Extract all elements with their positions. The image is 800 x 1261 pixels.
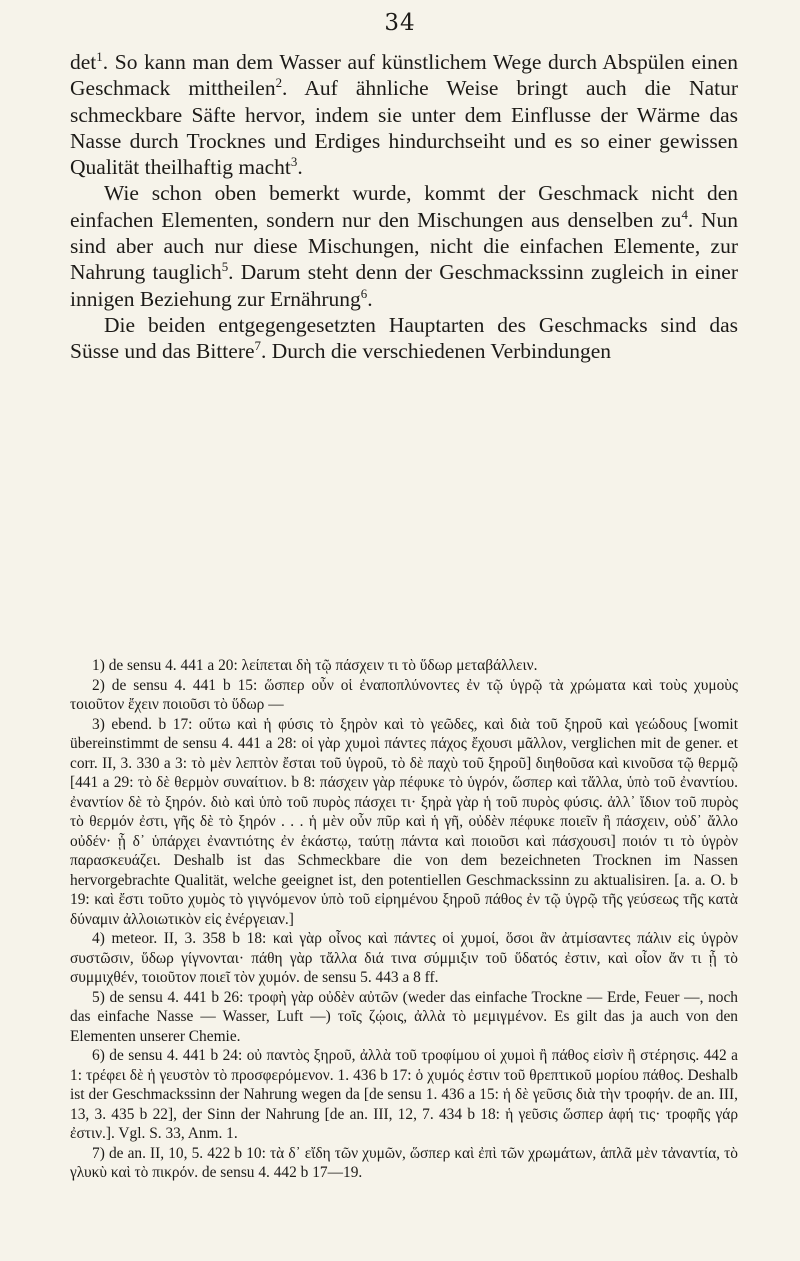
footnote-ref[interactable]: 3: [290, 155, 298, 170]
footnote-label: 5): [92, 988, 105, 1006]
page-number: 34: [384, 10, 416, 36]
footnote-label: 4): [92, 930, 105, 947]
footnote: [70, 676, 738, 715]
footnotes: [70, 656, 738, 1183]
footnote-ref[interactable]: 2: [275, 76, 283, 91]
footnote: [70, 988, 738, 1047]
footnote: [70, 1144, 738, 1183]
footnote-text: ebend. b 17: οὕτω καὶ ἡ φύσις τὸ ξηρὸν καὶ τὸ γεῶδες, καὶ διὰ τοῦ ξηροῦ καὶ γεώδους [womit übereinstimmt de sensu 4. 441 a 28: οἱ γὰρ χυμοὶ πάντες πάχος ἔχουσι μᾶλλον, verglichen mit de gener. et corr. II, 3. 330 a 3: τὸ μὲν λεπτὸν ἔσται τοῦ ὑγροῦ, τὸ δὲ παχὺ τοῦ ξηροῦ] διηθοῦσα καὶ κινοῦσα τῷ θερμῷ [441 a 29: τὸ δὲ θερμὸν συναίτιον. b 8: πάσχειν γὰρ πέφυκε τὸ ὑγρόν, ὥσπερ καὶ τἄλλα, ὑπὸ τοῦ ἐναντίου. ἐναντίον δὲ τὸ ξηρόν. διὸ καὶ ὑπὸ τοῦ πυρὸς πάσχει τι· ξηρὰ γὰρ ἡ τοῦ πυρὸς φύσις. ἀλλ᾽ ἴδιον τοῦ πυρὸς τὸ θερμόν ἐστι, γῆς δὲ τὸ ξηρόν . . . ἡ μὲν οὖν πῦρ καὶ ἡ γῆ, οὐδὲν πέφυκε ποιεῖν ἢ πάσχειν, οὐδ᾽ ἄλλο οὐδέν· ᾗ δ᾽ ὑπάρχει ἐναντιότης ἐν ἑκάστῳ, ταύτῃ πάντα καὶ ποιοῦσι καὶ πάσχουσι] ποιόν τι τὸ ὑγρὸν παρασκευάζει. Deshalb ist das Schmeckbare die von dem bezeichneten Trocknen im Nassen hervorgebrachte Qualität, welche geeignet ist, den potentiellen Geschmackssinn zu aktualisiren. [a. a. O. b 19: καὶ ἔστι τοῦτο χυμὸς τὸ γιγνόμενον ὑπὸ τοῦ εἰρημένου ξηροῦ πάθος ἐν τῷ ὑγρῷ τῆς γεύσεως τῆς κατὰ δύναμιν ἀλλοιωτικὸν εἰς ἐνέργειαν.]: [70, 715, 738, 928]
footnote-text: de sensu 4. 441 b 26: τροφὴ γὰρ οὐδὲν αὐτῶν (weder das einfache Trockne — Erde, Feuer —, noch das einfache Nasse — Wasser, Luft —) τοῖς ζῴοις, ἀλλὰ τὸ μεμιγμένον. Es gilt das ja auch von den Elementen unserer Chemie.: [70, 988, 738, 1045]
footnote-ref[interactable]: 1: [96, 49, 103, 64]
footnote-label: 3): [92, 715, 105, 733]
footnote-ref[interactable]: 6: [360, 286, 368, 301]
footnote-text: de sensu 4. 441 b 15: ὥσπερ οὖν οἱ ἐναποπλύνοντες ἐν τῷ ὑγρῷ τὰ χρώματα καὶ τοὺς χυμοὺς τοιοῦτον ἔχειν ποιοῦσι τὸ ὕδωρ —: [70, 676, 738, 713]
footnote-ref[interactable]: 4: [681, 207, 688, 222]
footnote-label: 7): [92, 1144, 105, 1162]
footnote: [70, 1046, 738, 1144]
footnote-text: meteor. II, 3. 358 b 18: καὶ γὰρ οἶνος καὶ πάντες οἱ χυμοί, ὅσοι ἂν ἀτμίσαντες πάλιν εἰς ὑγρὸν συστῶσιν, ὕδωρ γίγνονται· πάθη γὰρ τἄλλα διά τινα σύμμιξιν τοῦ ὕδατός ἐστιν, καὶ οἷον ἄν τι ᾖ τὸ συμμιχθέν, τοιοῦτον ποιεῖ τὸν χυμόν. de sensu 5. 443 a 8 ff.: [70, 930, 738, 986]
footnote-ref[interactable]: 7: [254, 339, 261, 354]
footnote-label: 1): [92, 657, 105, 674]
paragraph: Die beiden entgegengesetzten Hauptarten des Geschmacks sind das Süsse und das Bittere$^7$. Durch die verschiedenen Verbindungen: [70, 312, 738, 364]
footnote: [70, 656, 738, 676]
paragraph: Wie schon oben bemerkt wurde, kommt der Geschmack nicht den einfachen Elementen, sondern nur den Mischungen aus denselben $zu^4$. Nun sind aber auch nur diese Mischungen, nicht die einfachen Elemente, zur Nahrung tauglich$^5$. Darum steht denn der Geschmackssinn zugleich in einer innigen Beziehung zur Ernährung$^6$.: [70, 181, 738, 311]
footnote-label: 2): [92, 676, 105, 694]
footnote-text: de an. II, 10, 5. 422 b 10: τὰ δ᾽ εἴδη τῶν χυμῶν, ὥσπερ καὶ ἐπὶ τῶν χρωμάτων, ἁπλᾶ μὲν τἀναντία, τὸ γλυκὺ καὶ τὸ πικρόν. de sensu 4. 442 b 17—19.: [70, 1144, 738, 1181]
footnote-ref[interactable]: 5: [221, 260, 229, 275]
main-text: [70, 49, 738, 365]
footnote-label: 6): [92, 1047, 105, 1064]
paragraph: $\det^1$. So kann man dem Wasser auf künstlichem Wege durch Abspülen einen Geschmack mittheilen$^2$. Auf ähnliche Weise bringt auch die Natur schmeckbare Säfte hervor, indem sie unter dem Einflusse der Wärme das Nasse durch Trocknes und Erdiges hindurchseiht und es so einer gewissen Qualität theilhaftig macht$^3$.: [70, 49, 739, 180]
footnote-text: de sensu 4. 441 a 20: λείπεται δὴ τῷ πάσχειν τι τὸ ὕδωρ μεταβάλλειν.: [108, 657, 538, 674]
footnote-text: de sensu 4. 441 b 24: οὐ παντὸς ξηροῦ, ἀλλὰ τοῦ τροφίμου οἱ χυμοὶ ἢ πάθος εἰσὶν ἢ στέρησις. 442 a 1: τρέφει δὲ ἡ γευστὸν τὸ προσφερόμενον. 1. 436 b 17: ὁ χυμός ἐστιν τοῦ θρεπτικοῦ μορίου πάθος. Deshalb ist der Geschmackssinn der Nahrung wegen da [de sensu 1. 436 a 15: ἡ δὲ γεῦσις διὰ τὴν τροφήν. de an. III, 13, 3. 435 b 22], der Sinn der Nahrung [de an. III, 12, 7. 434 b 18: ἡ γεῦσις ὥσπερ ἁφή τις· τροφῆς γάρ ἐστιν.]. Vgl. S. 33, Anm. 1.: [70, 1047, 738, 1142]
footnote: [70, 929, 738, 988]
footnote: [70, 715, 738, 930]
